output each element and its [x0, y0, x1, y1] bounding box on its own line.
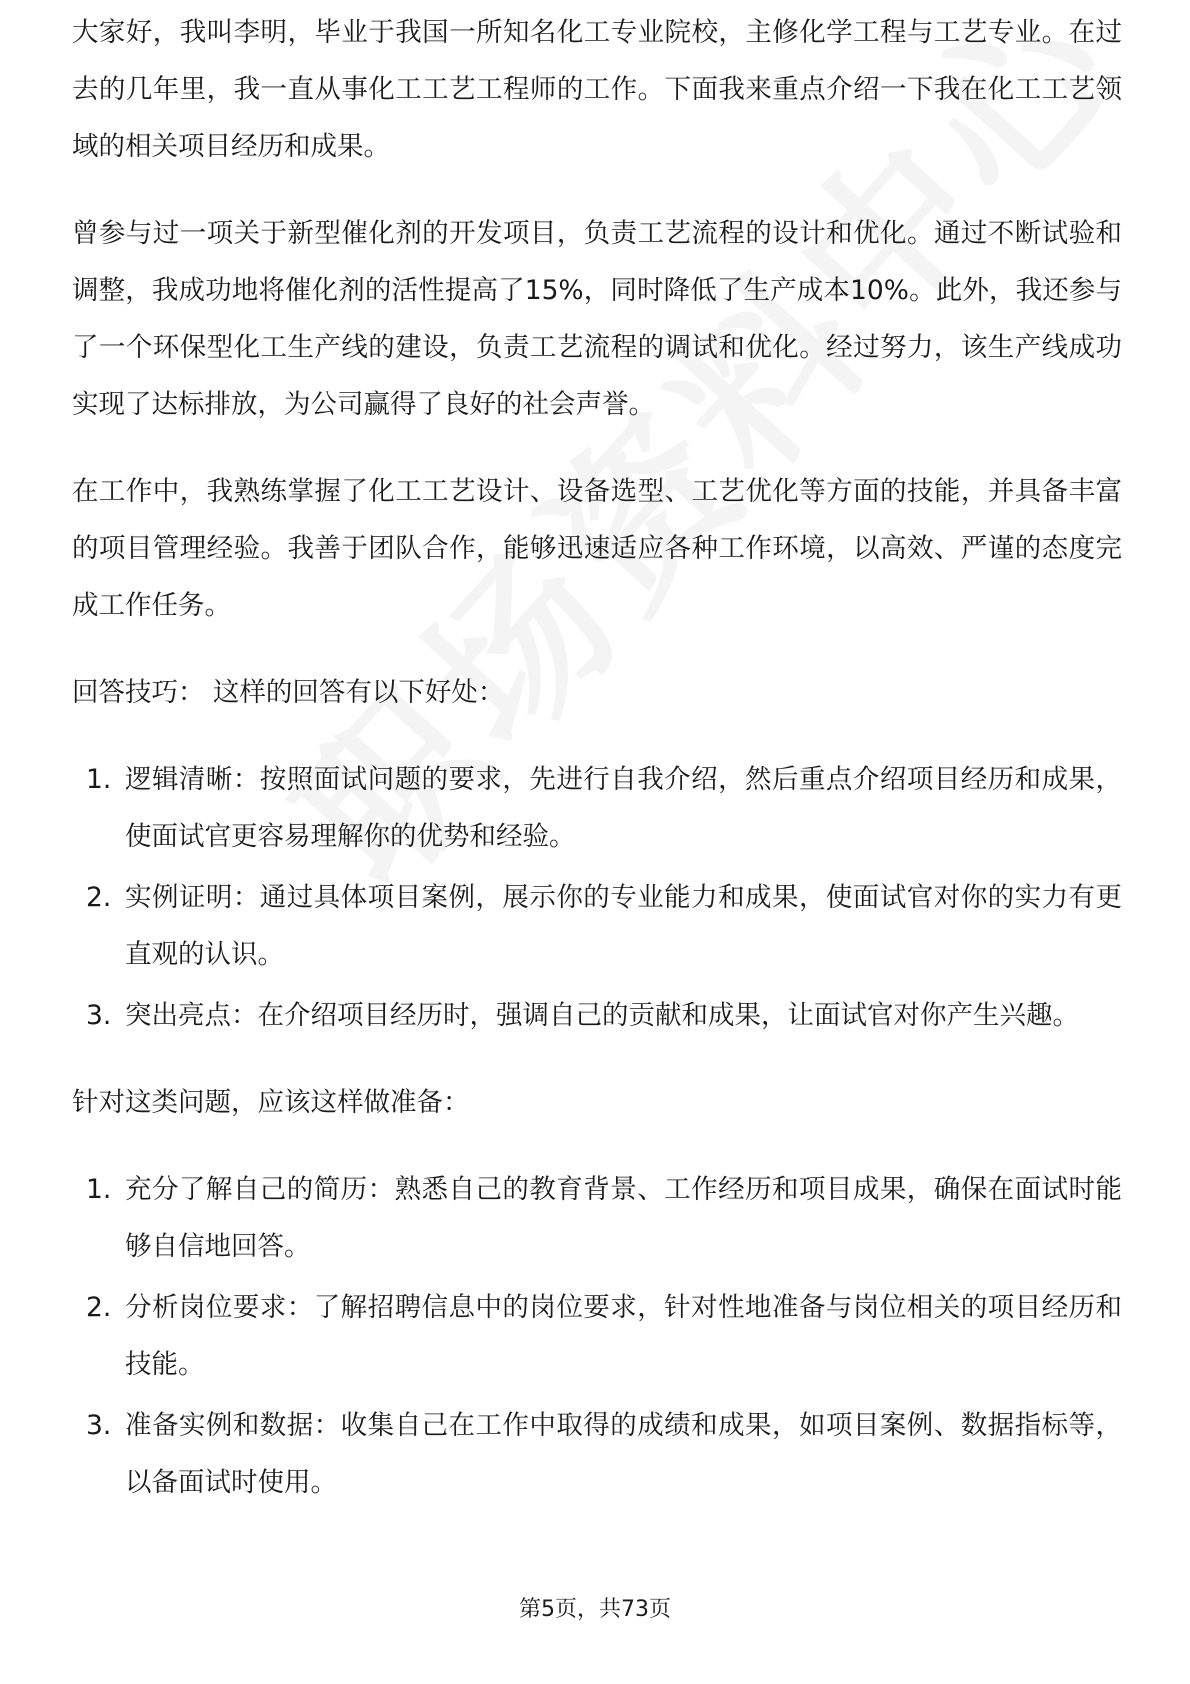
list-item-text: 突出亮点：在介绍项目经历时，强调自己的贡献和成果，让面试官对你产生兴趣。	[125, 1000, 1079, 1031]
list-item	[72, 987, 1122, 1044]
list-number: 1.	[86, 764, 112, 795]
list-item	[72, 751, 1122, 865]
list-number: 3.	[86, 1000, 112, 1031]
list-number: 1.	[86, 1174, 112, 1205]
tips-list	[72, 751, 1122, 1044]
list-item	[72, 1161, 1122, 1275]
skills-paragraph: 在工作中，我熟练掌握了化工工艺设计、设备选型、工艺优化等方面的技能，并具备丰富的项目管理经验。我善于团队合作，能够迅速适应各种工作环境，以高效、严谨的态度完成工作任务。	[72, 476, 1122, 621]
list-item-text: 准备实例和数据：收集自己在工作中取得的成绩和成果，如项目案例、数据指标等，以备面试时使用。	[125, 1410, 1122, 1498]
intro-paragraph: 大家好，我叫李明，毕业于我国一所知名化工专业院校，主修化学工程与工艺专业。在过去的几年里，我一直从事化工工艺工程师的工作。下面我来重点介绍一下我在化工工艺领域的相关项目经历和成果。	[72, 17, 1122, 162]
list-item-text: 分析岗位要求：了解招聘信息中的岗位要求，针对性地准备与岗位相关的项目经历和技能。	[125, 1292, 1122, 1380]
list-number: 3.	[86, 1410, 112, 1441]
list-item	[72, 1279, 1122, 1393]
project-paragraph: 曾参与过一项关于新型催化剂的开发项目，负责工艺流程的设计和优化。通过不断试验和调整，我成功地将催化剂的活性提高了15%，同时降低了生产成本10%。此外，我还参与了一个环保型化工生产线的建设，负责工艺流程的调试和优化。经过努力，该生产线成功实现了达标排放，为公司赢得了良好的社会声誉。	[72, 218, 1122, 420]
list-item	[72, 1397, 1122, 1511]
list-item	[72, 869, 1122, 983]
list-number: 2.	[86, 882, 112, 913]
list-item-text: 逻辑清晰：按照面试问题的要求，先进行自我介绍，然后重点介绍项目经历和成果，使面试官更容易理解你的优势和经验。	[125, 764, 1122, 852]
prep-list	[72, 1161, 1122, 1511]
page-number-footer: 第5页，共73页	[519, 1597, 671, 1622]
prep-heading: 针对这类问题，应该这样做准备：	[72, 1087, 470, 1118]
list-number: 2.	[86, 1292, 112, 1323]
document-body	[72, 17, 1122, 1541]
tips-heading: 回答技巧： 这样的回答有以下好处：	[72, 677, 505, 708]
list-item-text: 实例证明：通过具体项目案例，展示你的专业能力和成果，使面试官对你的实力有更直观的认识。	[125, 882, 1122, 970]
list-item-text: 充分了解自己的简历：熟悉自己的教育背景、工作经历和项目成果，确保在面试时能够自信地回答。	[125, 1174, 1122, 1262]
